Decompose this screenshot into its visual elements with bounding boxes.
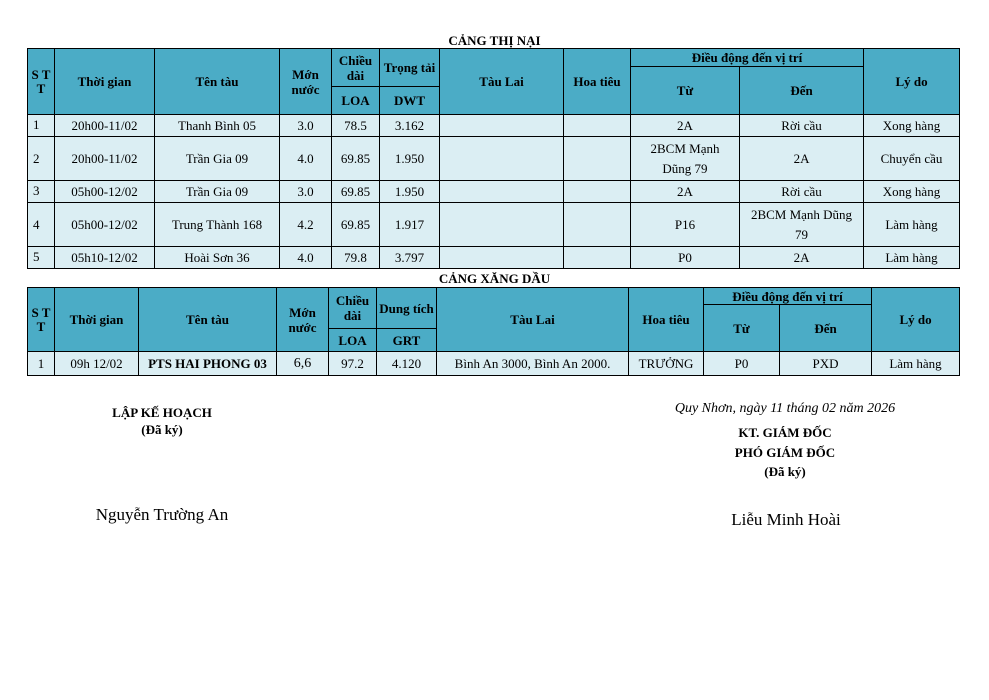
cell-pilot bbox=[564, 203, 631, 247]
right-signed-note: (Đã ký) bbox=[764, 464, 806, 479]
cell-stt: 4 bbox=[28, 203, 55, 247]
cell-length: 69.85 bbox=[332, 181, 380, 203]
section-title-xang-dau: CẢNG XĂNG DẦU bbox=[438, 271, 551, 286]
left-role: LẬP KẾ HOẠCH bbox=[112, 405, 212, 420]
header-ship: Tên tàu bbox=[139, 288, 277, 352]
section-title-thi-nai: CẢNG THỊ NẠI bbox=[448, 33, 541, 48]
header-draft: Mớn nước bbox=[277, 288, 329, 352]
cell-length: 69.85 bbox=[332, 137, 380, 181]
cell-stt: 1 bbox=[28, 115, 55, 137]
cell-pilot bbox=[564, 247, 631, 269]
header-length: Chiều dài bbox=[332, 49, 380, 87]
header-pilot: Hoa tiêu bbox=[629, 288, 704, 352]
left-signed-note: (Đã ký) bbox=[141, 422, 183, 437]
right-role-2: PHÓ GIÁM ĐỐC bbox=[734, 445, 836, 460]
cell-reason: Xong hàng bbox=[864, 181, 960, 203]
cell-ship: Trần Gia 09 bbox=[155, 137, 280, 181]
cell-dwt: 1.950 bbox=[380, 137, 440, 181]
header-move: Điều động đến vị trí bbox=[704, 288, 872, 305]
table-row bbox=[28, 181, 960, 203]
cell-time: 05h00-12/02 bbox=[55, 181, 155, 203]
header-tug: Tàu Lai bbox=[437, 288, 629, 352]
cell-time: 05h10-12/02 bbox=[55, 247, 155, 269]
header-reason: Lý do bbox=[872, 288, 960, 352]
header-to: Đến bbox=[780, 305, 872, 352]
table-row bbox=[28, 137, 960, 181]
cell-tug bbox=[440, 181, 564, 203]
thi-nai-table bbox=[27, 48, 960, 269]
cell-dwt: 1.917 bbox=[380, 203, 440, 247]
header-capacity: Dung tích bbox=[377, 288, 437, 329]
cell-length: 97.2 bbox=[329, 352, 377, 376]
cell-to: 2BCM Mạnh Dũng 79 bbox=[740, 203, 864, 247]
right-role-1: KT. GIÁM ĐỐC bbox=[738, 425, 832, 440]
header-draft: Mớn nước bbox=[280, 49, 332, 115]
cell-time: 05h00-12/02 bbox=[55, 203, 155, 247]
header-from: Từ bbox=[704, 305, 780, 352]
header-time: Thời gian bbox=[55, 49, 155, 115]
header-move: Điều động đến vị trí bbox=[631, 49, 864, 67]
header-length-unit: LOA bbox=[329, 329, 377, 352]
cell-to: Rời cầu bbox=[740, 181, 864, 203]
cell-tug bbox=[440, 115, 564, 137]
cell-from: P0 bbox=[631, 247, 740, 269]
cell-to: Rời cầu bbox=[740, 115, 864, 137]
cell-reason: Làm hàng bbox=[864, 203, 960, 247]
header-length: Chiều dài bbox=[329, 288, 377, 329]
cell-pilot bbox=[564, 137, 631, 181]
right-signer-name: Liễu Minh Hoài bbox=[731, 510, 841, 529]
cell-stt: 3 bbox=[28, 181, 55, 203]
cell-ship: Trung Thành 168 bbox=[155, 203, 280, 247]
place-date: Quy Nhơn, ngày 11 tháng 02 năm 2026 bbox=[674, 401, 896, 416]
cell-reason: Chuyển cầu bbox=[864, 137, 960, 181]
cell-time: 20h00-11/02 bbox=[55, 115, 155, 137]
cell-to: PXD bbox=[780, 352, 872, 376]
cell-length: 69.85 bbox=[332, 203, 380, 247]
cell-ship: Thanh Bình 05 bbox=[155, 115, 280, 137]
cell-reason: Làm hàng bbox=[872, 352, 960, 376]
header-to: Đến bbox=[740, 67, 864, 115]
cell-length: 78.5 bbox=[332, 115, 380, 137]
header-tug: Tàu Lai bbox=[440, 49, 564, 115]
table-row bbox=[28, 203, 960, 247]
cell-dwt: 3.162 bbox=[380, 115, 440, 137]
left-signer-name: Nguyễn Trường An bbox=[95, 505, 229, 524]
cell-pilot bbox=[564, 115, 631, 137]
cell-reason: Làm hàng bbox=[864, 247, 960, 269]
cell-ship: PTS HAI PHONG 03 bbox=[139, 352, 277, 376]
cell-time: 09h 12/02 bbox=[55, 352, 139, 376]
cell-draft: 6,6 bbox=[277, 352, 329, 376]
cell-reason: Xong hàng bbox=[864, 115, 960, 137]
table-row bbox=[28, 247, 960, 269]
right-signature-block bbox=[630, 400, 940, 480]
header-ship: Tên tàu bbox=[155, 49, 280, 115]
cell-stt: 5 bbox=[28, 247, 55, 269]
header-time: Thời gian bbox=[55, 288, 139, 352]
left-signature-block bbox=[82, 404, 242, 438]
cell-draft: 4.0 bbox=[280, 247, 332, 269]
cell-tug: Bình An 3000, Bình An 2000. bbox=[437, 352, 629, 376]
cell-from: 2A bbox=[631, 181, 740, 203]
header-tonnage-unit: DWT bbox=[380, 87, 440, 115]
header-stt: S T T bbox=[28, 288, 55, 352]
cell-dwt: 3.797 bbox=[380, 247, 440, 269]
cell-tug bbox=[440, 203, 564, 247]
header-reason: Lý do bbox=[864, 49, 960, 115]
cell-stt: 2 bbox=[28, 137, 55, 181]
cell-dwt: 1.950 bbox=[380, 181, 440, 203]
header-tonnage: Trọng tải bbox=[380, 49, 440, 87]
cell-grt: 4.120 bbox=[377, 352, 437, 376]
cell-pilot bbox=[564, 181, 631, 203]
cell-draft: 4.0 bbox=[280, 137, 332, 181]
cell-pilot: TRƯỞNG bbox=[629, 352, 704, 376]
table-row bbox=[28, 115, 960, 137]
cell-tug bbox=[440, 247, 564, 269]
cell-to: 2A bbox=[740, 247, 864, 269]
cell-draft: 3.0 bbox=[280, 115, 332, 137]
cell-from: 2BCM Mạnh Dũng 79 bbox=[631, 137, 740, 181]
xang-dau-table bbox=[27, 287, 960, 376]
cell-tug bbox=[440, 137, 564, 181]
cell-length: 79.8 bbox=[332, 247, 380, 269]
cell-ship: Trần Gia 09 bbox=[155, 181, 280, 203]
header-pilot: Hoa tiêu bbox=[564, 49, 631, 115]
cell-stt: 1 bbox=[28, 352, 55, 376]
header-stt: S T T bbox=[28, 49, 55, 115]
cell-from: P0 bbox=[704, 352, 780, 376]
cell-draft: 4.2 bbox=[280, 203, 332, 247]
cell-draft: 3.0 bbox=[280, 181, 332, 203]
header-from: Từ bbox=[631, 67, 740, 115]
cell-from: P16 bbox=[631, 203, 740, 247]
table-row bbox=[28, 352, 960, 376]
cell-ship: Hoài Sơn 36 bbox=[155, 247, 280, 269]
header-length-unit: LOA bbox=[332, 87, 380, 115]
cell-to: 2A bbox=[740, 137, 864, 181]
cell-from: 2A bbox=[631, 115, 740, 137]
cell-time: 20h00-11/02 bbox=[55, 137, 155, 181]
header-capacity-unit: GRT bbox=[377, 329, 437, 352]
